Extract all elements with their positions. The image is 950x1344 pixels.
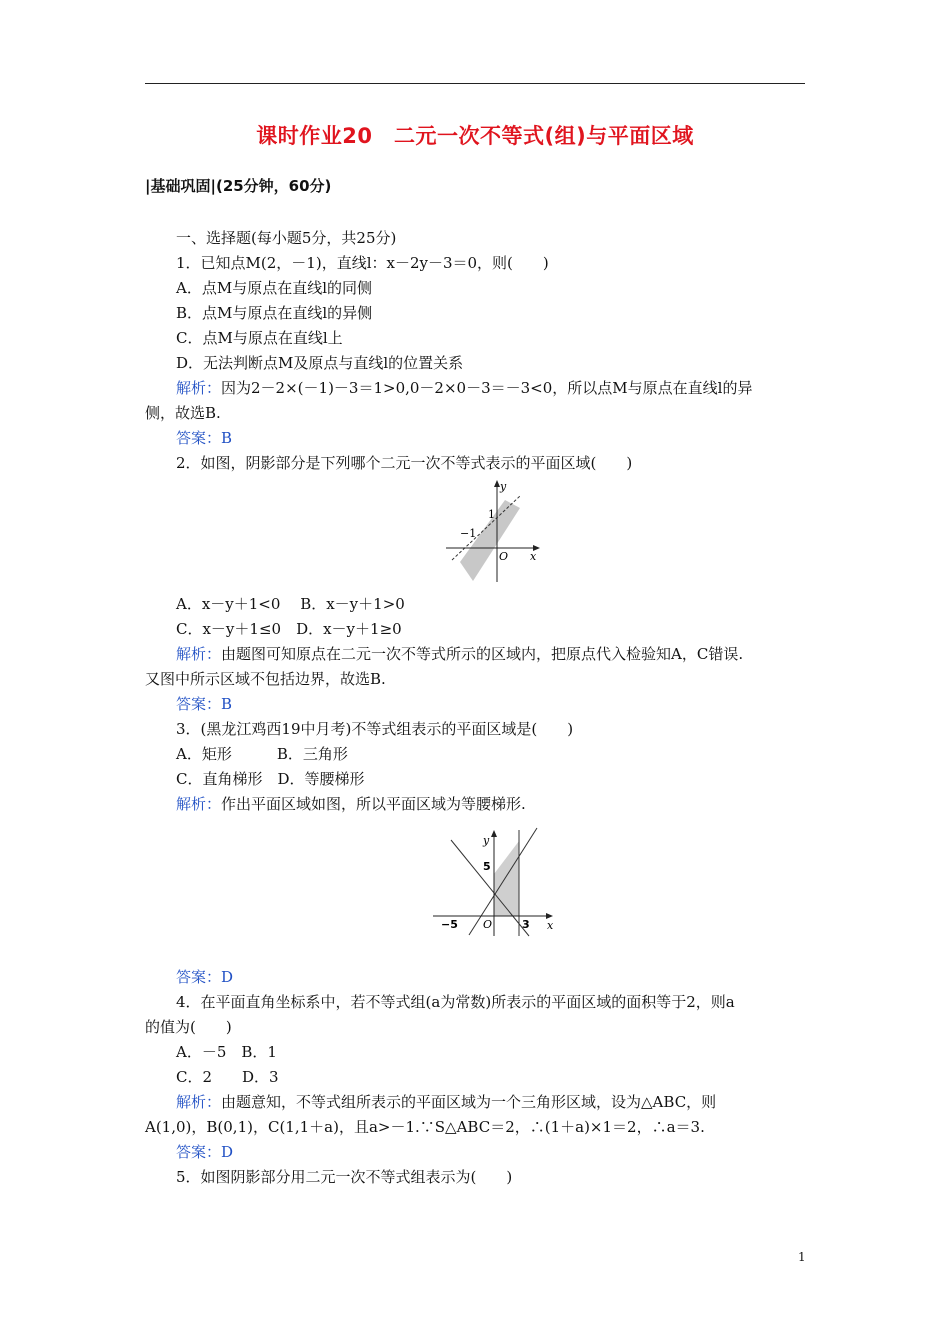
- q3-shaded-region: [494, 841, 519, 916]
- q2-analysis-line1: [176, 644, 743, 664]
- q4-analysis-line2: A(1,0)，B(0,1)，C(1,1＋a)，且a>－1.∵S△ABC＝2，∴(1＋a)×1＝2，∴a＝3.: [145, 1118, 705, 1136]
- q1-answer: 答案：B: [176, 429, 233, 447]
- q4-stem-line2: 的值为( ): [145, 1018, 232, 1036]
- q3-options-cd: C．直角梯形 D．等腰梯形: [176, 770, 365, 788]
- page-number: 1: [798, 1250, 806, 1264]
- q2-label-x: x: [530, 550, 537, 563]
- q2-label-neg1: −1: [460, 527, 477, 540]
- q1-analysis-label: 解析：: [176, 379, 222, 397]
- q3-analysis-text: 作出平面区域如图，所以平面区域为等腰梯形.: [221, 795, 526, 813]
- q3-figure: [425, 824, 565, 940]
- q4-answer: 答案：D: [176, 1143, 234, 1161]
- q5-stem: 5．如图阴影部分用二元一次不等式组表示为( ): [176, 1168, 513, 1186]
- q4-stem-line1: 4．在平面直角坐标系中，若不等式组(a为常数)所表示的平面区域的面积等于2，则a: [176, 993, 735, 1011]
- q2-label-y: y: [500, 480, 507, 493]
- q4-options-cd: C．2 D．3: [176, 1068, 279, 1086]
- q1-option-d: D．无法判断点M及原点与直线l的位置关系: [176, 354, 464, 372]
- q3-answer: 答案：D: [176, 968, 234, 986]
- q1-option-b: B．点M与原点在直线l的异侧: [176, 304, 373, 322]
- q2-options-ab: A．x－y＋1<0 B．x－y＋1>0: [176, 595, 405, 613]
- q3-label-five: 5: [483, 860, 491, 873]
- q3-stem: 3．(黑龙江鸡西19中月考)不等式组表示的平面区域是( ): [176, 720, 574, 738]
- q3-y-arrow: [491, 830, 497, 837]
- q2-label-one: 1: [488, 508, 495, 521]
- q3-analysis: [176, 794, 526, 814]
- page-title: 课时作业20 二元一次不等式(组)与平面区域: [256, 124, 694, 148]
- q1-stem: 1．已知点M(2，－1)，直线l：x－2y－3＝0，则( ): [176, 254, 549, 272]
- q3-label-y: y: [483, 834, 490, 847]
- q3-options-ab: A．矩形 B．三角形: [176, 745, 348, 763]
- q3-label-origin: O: [483, 918, 493, 931]
- q3-label-x: x: [547, 919, 554, 932]
- q1-analysis-line1: [176, 378, 752, 398]
- q2-analysis-text: 由题图可知原点在二元一次不等式所示的区域内，把原点代入检验知A，C错误.: [221, 645, 744, 663]
- q3-label-neg5: −5: [441, 918, 458, 931]
- q1-analysis-text: 因为2－2×(－1)－3＝1>0,0－2×0－3＝－3<0，所以点M与原点在直线l的异: [221, 379, 753, 397]
- section-heading: |基础巩固|(25分钟，60分): [145, 177, 332, 195]
- q4-analysis-text: 由题意知，不等式组所表示的平面区域为一个三角形区域，设为△ABC，则: [221, 1093, 717, 1111]
- q1-analysis-line2: 侧，故选B.: [145, 404, 221, 422]
- q2-analysis-line2: 又图中所示区域不包括边界，故选B.: [145, 670, 386, 688]
- header-rule: [145, 83, 805, 84]
- q2-answer: 答案：B: [176, 695, 233, 713]
- q1-option-a: A．点M与原点在直线l的同侧: [176, 279, 372, 297]
- q2-stem: 2．如图，阴影部分是下列哪个二元一次不等式表示的平面区域( ): [176, 454, 633, 472]
- q4-analysis-label: 解析：: [176, 1093, 222, 1111]
- q4-analysis-line1: [176, 1092, 716, 1112]
- q1-option-c: C．点M与原点在直线l上: [176, 329, 343, 347]
- q2-analysis-label: 解析：: [176, 645, 222, 663]
- q4-options-ab: A．－5 B．1: [176, 1043, 277, 1061]
- q2-figure: [440, 478, 550, 586]
- q3-label-three: 3: [522, 918, 530, 931]
- q2-label-origin: O: [499, 550, 509, 563]
- q2-options-cd: C．x－y＋1≤0 D．x－y＋1≥0: [176, 620, 402, 638]
- part-heading: 一、选择题(每小题5分，共25分): [176, 229, 397, 247]
- q3-analysis-label: 解析：: [176, 795, 222, 813]
